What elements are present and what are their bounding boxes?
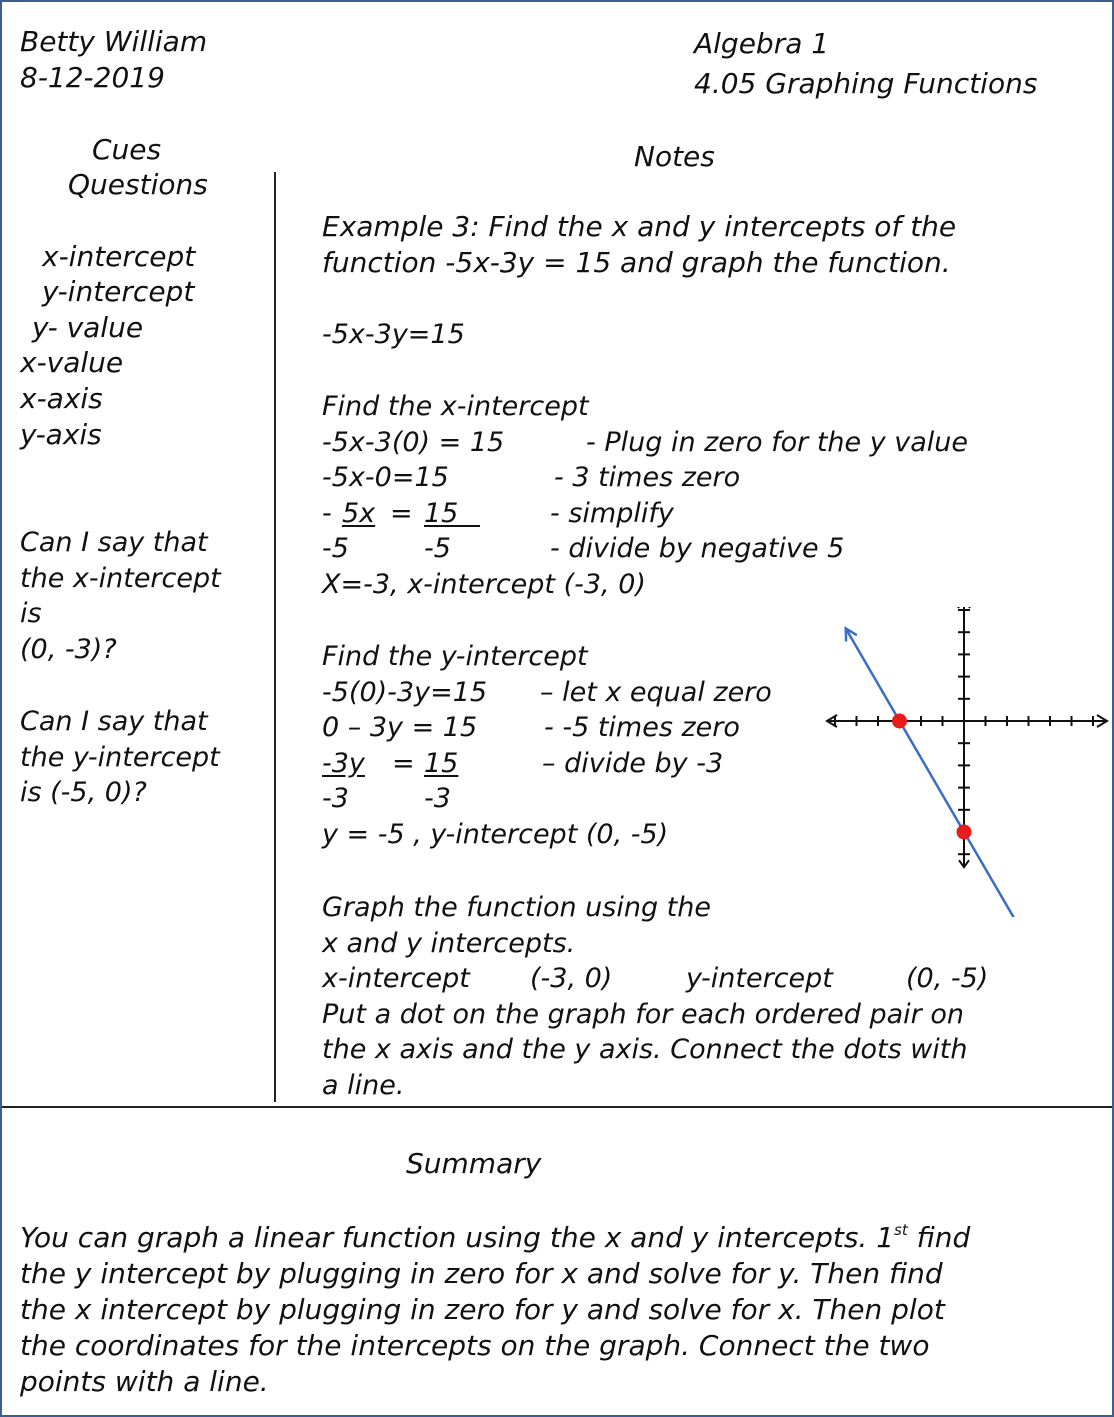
summary-fragment: You can graph a linear function using the x and y intercepts. 1 [20, 1221, 895, 1254]
work-equals: = [392, 747, 415, 779]
work-denominator: -3 [424, 783, 451, 815]
instruction-line: a line. [322, 1069, 405, 1101]
work-denominator: -3 [322, 783, 349, 815]
summary-title: Summary [406, 1147, 542, 1180]
work-rhs: 15 [424, 496, 480, 527]
work-line [322, 746, 802, 782]
work-note: - -5 times zero [544, 712, 740, 744]
work-step: 0 – 3y = 15 [322, 712, 478, 744]
cue-question-1 [20, 525, 221, 667]
intercept-value: (0, -5) [906, 963, 989, 995]
cue-term: y-axis [20, 418, 102, 451]
student-name: Betty William [20, 25, 208, 58]
work-line [322, 460, 802, 496]
cue-term: y-intercept [42, 275, 195, 308]
example-line: function -5x-3y = 15 and graph the function. [322, 246, 951, 279]
y-result: y = -5 , y-intercept (0, -5) [322, 818, 669, 850]
x-intercept-point [892, 714, 907, 729]
summary-line: the x intercept by plugging in zero for y and solve for x. Then plot [20, 1293, 945, 1326]
summary-divider [2, 1106, 1114, 1108]
intercept-graph [822, 607, 1112, 917]
cue-question-line: is [20, 598, 42, 630]
intercept-label: y-intercept [686, 963, 833, 995]
y-intercept-point [957, 825, 972, 840]
cue-question-line: (0, -3)? [20, 633, 117, 665]
graph-instructions [322, 890, 1082, 1104]
example-statement [322, 209, 956, 281]
work-numerator: 5x [342, 497, 376, 529]
cue-question-line: is (-5, 0)? [20, 777, 147, 809]
cues-title: Cues [92, 133, 162, 166]
x-heading: Find the x-intercept [322, 391, 589, 422]
work-step: -5(0)-3y=15 [322, 676, 488, 708]
work-denominator: -5 [322, 533, 349, 565]
cue-question-line: the x-intercept [20, 562, 221, 594]
cue-term: x-axis [20, 382, 103, 415]
cue-term: x-intercept [42, 240, 196, 273]
column-divider [274, 172, 276, 1102]
intercept-value: (-3, 0) [530, 963, 613, 995]
x-result: X=-3, x-intercept (-3, 0) [322, 568, 646, 600]
graph-line: x and y intercepts. [322, 927, 576, 959]
work-line [322, 710, 802, 746]
work-rhs: 15 [424, 747, 459, 779]
work-note: - 3 times zero [554, 462, 741, 494]
x-intercept-work [322, 389, 969, 603]
summary-line: points with a line. [20, 1365, 269, 1398]
cue-question-2 [20, 704, 220, 811]
instruction-line: the x axis and the y axis. Connect the dots with [322, 1034, 968, 1066]
summary-line: the y intercept by plugging in zero for x and solve for y. Then find [20, 1257, 943, 1290]
notes-title: Notes [634, 140, 715, 173]
work-note: – let x equal zero [540, 676, 772, 708]
work-line [322, 531, 845, 567]
y-intercept-work [322, 639, 802, 853]
work-note: - simplify [550, 497, 674, 529]
summary-text [20, 1220, 970, 1400]
graph-line-layer [846, 628, 1040, 917]
course-title: Algebra 1 [694, 27, 830, 60]
work-note: - Plug in zero for the y value [586, 426, 969, 458]
instruction-line: Put a dot on the graph for each ordered pair on [322, 998, 964, 1030]
y-heading: Find the y-intercept [322, 641, 588, 672]
work-note: - divide by negative 5 [550, 533, 845, 565]
example-line: Example 3: Find the x and y intercepts of the [322, 210, 957, 243]
work-line [322, 675, 802, 711]
work-line [322, 496, 802, 532]
equation: -5x-3y=15 [322, 319, 465, 350]
cue-question-line: the y-intercept [20, 741, 220, 773]
cue-question-line: Can I say that [20, 527, 208, 558]
function-line [846, 628, 1040, 917]
cue-term: y- value [32, 311, 144, 344]
intercept-label: x-intercept [322, 963, 470, 995]
work-line [322, 781, 802, 817]
summary-line: the coordinates for the intercepts on the graph. Connect the two [20, 1329, 930, 1362]
lesson-title: 4.05 Graphing Functions [694, 67, 1038, 100]
summary-fragment: find [907, 1221, 971, 1254]
work-step: -5x-0=15 [322, 462, 449, 494]
work-line [322, 425, 969, 461]
work-note: – divide by -3 [542, 747, 724, 779]
cue-question-line: Can I say that [20, 706, 208, 737]
work-numerator: -3y [322, 747, 365, 779]
questions-title: Questions [68, 168, 208, 201]
work-minus: - [322, 497, 332, 529]
work-denominator: -5 [424, 533, 451, 565]
work-step: -5x-3(0) = 15 [322, 426, 505, 458]
intercepts-line [322, 961, 1082, 997]
cue-term: x-value [20, 346, 124, 379]
graph-line: Graph the function using the [322, 892, 711, 923]
summary-line [20, 1220, 970, 1256]
work-equals: = [390, 497, 413, 529]
ordinal-suffix: st [894, 1221, 908, 1239]
note-date: 8-12-2019 [20, 61, 165, 94]
